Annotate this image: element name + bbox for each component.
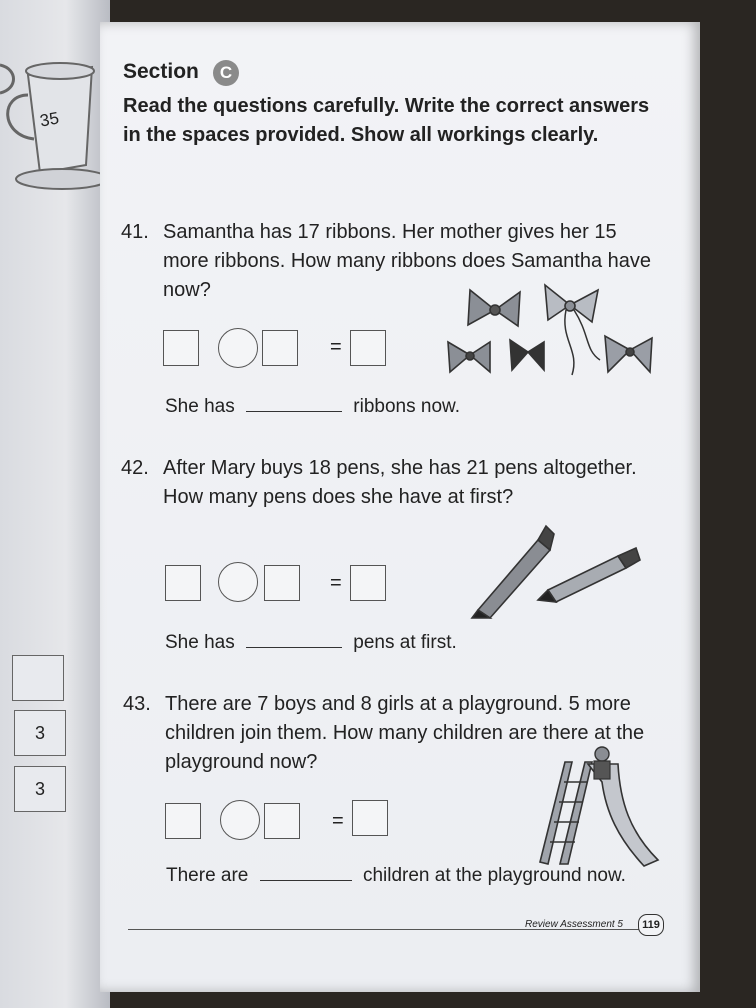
number-box[interactable] (163, 330, 199, 366)
question-text: There are 7 boys and 8 girls at a playground. 5 more children join them. How many children are there at the playground now? (165, 693, 645, 773)
question-number: 43. (123, 693, 151, 715)
equals-sign: = (330, 572, 342, 594)
side-box: 3 (14, 766, 66, 812)
answer-suffix: children at the playground now. (362, 865, 626, 886)
pens-illustration (468, 520, 648, 620)
tab-number: 35 (38, 108, 61, 131)
answer-blank[interactable] (246, 647, 342, 648)
answer-suffix: pens at first. (353, 632, 457, 653)
number-box[interactable] (165, 565, 201, 601)
question-number: 41. (121, 221, 149, 243)
ribbons-illustration (440, 280, 660, 390)
answer-box[interactable] (352, 800, 388, 836)
left-page-edge (0, 0, 110, 1008)
answer-box[interactable] (350, 330, 386, 366)
answer-prefix: There are (166, 865, 249, 886)
answer-line-42 (165, 632, 457, 654)
number-box[interactable] (264, 803, 300, 839)
section-instructions: Read the questions carefully. Write the correct answers in the spaces provided. Show all workings clearly. (123, 95, 650, 146)
operator-circle[interactable] (220, 800, 260, 840)
operator-circle[interactable] (218, 328, 258, 368)
equals-sign: = (330, 336, 342, 358)
answer-line-41 (165, 396, 460, 418)
answer-suffix: ribbons now. (353, 396, 460, 417)
operator-circle[interactable] (218, 562, 258, 602)
answer-blank[interactable] (246, 411, 342, 412)
question-text: After Mary buys 18 pens, she has 21 pens altogether. How many pens does she have at first? (163, 457, 637, 508)
number-box[interactable] (262, 330, 298, 366)
page-number: 119 (638, 914, 664, 936)
answer-blank[interactable] (260, 880, 352, 881)
slide-illustration (520, 742, 660, 872)
answer-prefix: She has (165, 396, 235, 417)
number-box[interactable] (264, 565, 300, 601)
equals-sign: = (332, 810, 344, 832)
number-box[interactable] (165, 803, 201, 839)
side-box: 3 (14, 710, 66, 756)
section-letter-badge: C (213, 60, 239, 86)
question-number: 42. (121, 457, 149, 479)
cup-icon (0, 55, 105, 205)
answer-prefix: She has (165, 632, 235, 653)
question-42 (121, 454, 663, 512)
question-text: Samantha has 17 ribbons. Her mother gives her 15 more ribbons. How many ribbons does Samantha have now? (163, 221, 652, 301)
footer-assessment-label: Review Assessment 5 (525, 919, 623, 930)
section-title: Section (123, 60, 199, 83)
side-box-empty (12, 655, 64, 701)
answer-box[interactable] (350, 565, 386, 601)
